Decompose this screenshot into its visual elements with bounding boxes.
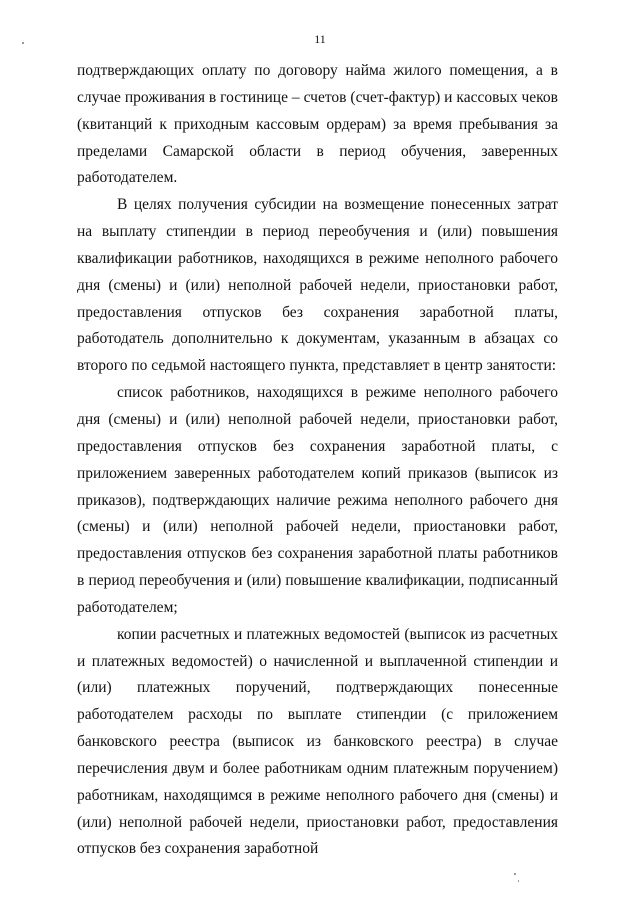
paragraph-continuation: подтверждающих оплату по договору найма жилого помещения, а в случае проживания в гостинице – счетов (счет-фактур) и кассовых чеков (квитанций к приходным кассовым ордерам) за время пребывания за пределами Самарской области в период обучения, заверенных работодателем.: [77, 62, 558, 187]
page-number: 11: [314, 32, 326, 46]
scan-speck: [518, 880, 519, 882]
document-body: [77, 58, 558, 863]
paragraph-subsidy-conditions: В целях получения субсидии на возмещение понесенных затрат на выплату стипендии в период переобучения и (или) повышения квалификации работников, находящихся в режиме неполного рабочего дня (смены) и (или) неполной рабочей недели, приостановки работ, предоставления отпусков без сохранения заработной платы, работодатель дополнительно к документам, указанным в абзацах со второго по седьмой настоящего пункта, представляет в центр занятости:: [77, 196, 558, 375]
paragraph-payment-statements: копии расчетных и платежных ведомостей (выписок из расчетных и платежных ведомостей) о начисленной и выплаченной стипендии и (или) платежных поручений, подтверждающих понесенные работодателем расходы по выплате стипендии (с приложением банковского реестра (выписок из банковского реестра) в случае перечисления двум и более работникам одним платежным поручением) работникам, находящимся в режиме неполного рабочего дня (смены) и (или) неполной рабочей недели, приостановки работ, предоставления отпусков без сохранения заработной: [77, 625, 558, 858]
scan-speck: [514, 873, 516, 875]
paragraph-employee-list: список работников, находящихся в режиме неполного рабочего дня (смены) и (или) неполной рабочей недели, приостановки работ, предоставления отпусков без сохранения заработной платы, с приложением заверенных работодателем копий приказов (выписок из приказов), подтверждающих наличие режима неполного рабочего дня (смены) и (или) неполной рабочей недели, приостановки работ, предоставления отпусков без сохранения заработной платы работников в период переобучения и (или) повышение квалификации, подписанный работодателем;: [77, 384, 558, 616]
scan-speck: [22, 42, 24, 44]
